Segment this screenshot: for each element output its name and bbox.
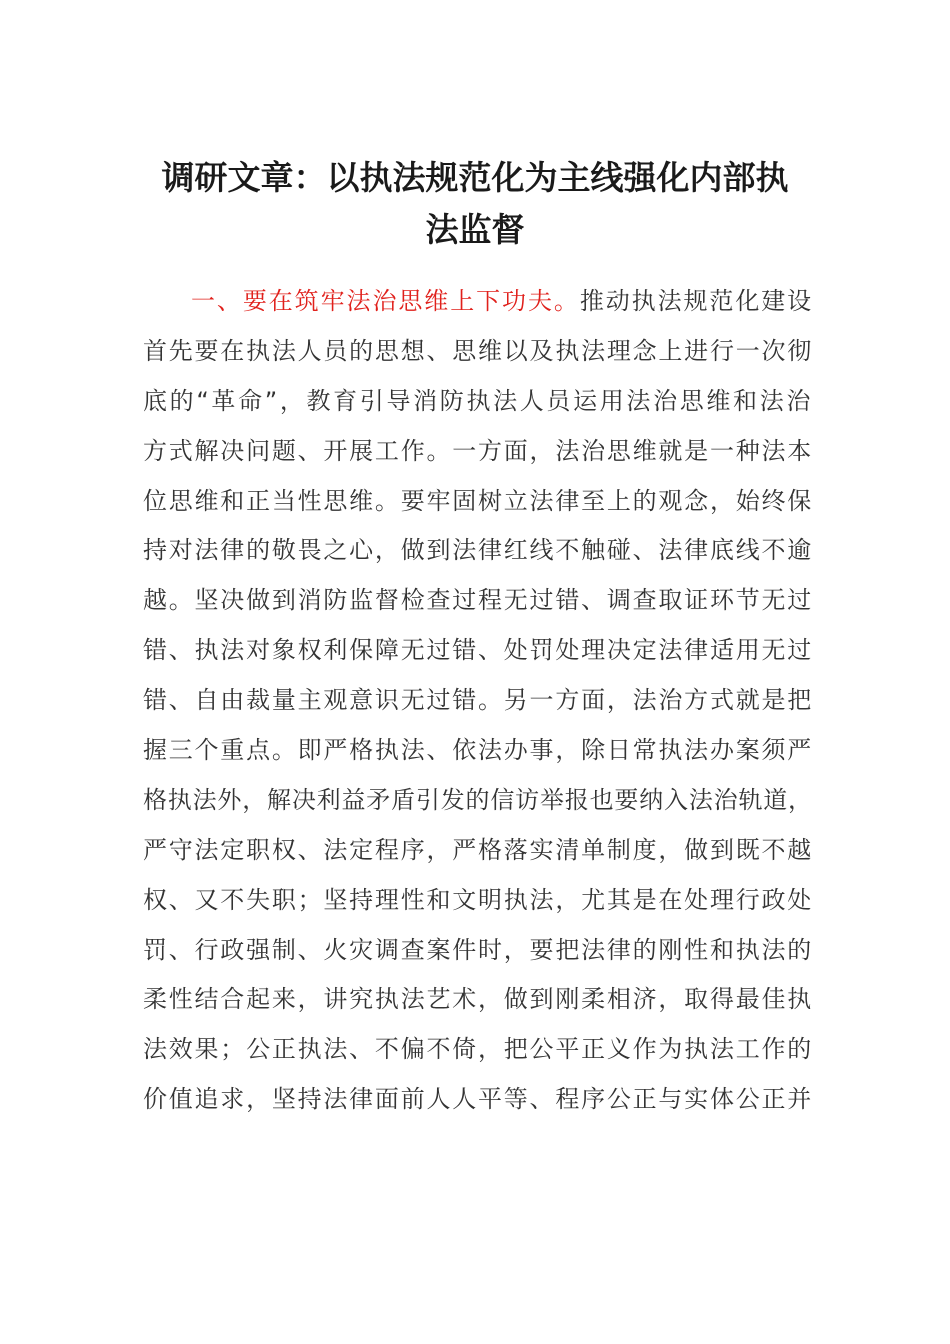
paragraph-line: 价值追求，坚持法律面前人人平等、程序公正与实体公正并	[143, 1085, 814, 1114]
page-title	[140, 152, 810, 256]
paragraph-line: 持对法律的敬畏之心，做到法律红线不触碰、法律底线不逾	[143, 536, 814, 565]
paragraph-line: 错、自由裁量主观意识无过错。另一方面，法治方式就是把	[143, 686, 814, 715]
paragraph-line: 严守法定职权、法定程序，严格落实清单制度，做到既不越	[143, 835, 814, 864]
paragraph-line: 法效果；公正执法、不偏不倚，把公平正义作为执法工作的	[143, 1035, 814, 1064]
paragraph-line: 越。坚决做到消防监督检查过程无过错、调查取证环节无过	[143, 586, 814, 615]
paragraph-line: 柔性结合起来，讲究执法艺术，做到刚柔相济，取得最佳执	[143, 985, 814, 1014]
paragraph-line: 罚、行政强制、火灾调查案件时，要把法律的刚性和执法的	[143, 935, 814, 964]
paragraph-line: 格执法外，解决利益矛盾引发的信访举报也要纳入法治轨道，	[143, 785, 813, 814]
document-body	[143, 277, 813, 1125]
paragraph-line: 握三个重点。即严格执法、依法办事，除日常执法办案须严	[143, 736, 814, 765]
paragraph-line: 底的“革命”，教育引导消防执法人员运用法治思维和法治	[143, 386, 814, 415]
title-line-2: 法监督	[425, 210, 525, 249]
paragraph-line: 方式解决问题、开展工作。一方面，法治思维就是一种法本	[143, 436, 814, 465]
paragraph-line	[143, 277, 813, 327]
paragraph-line: 位思维和正当性思维。要牢固树立法律至上的观念，始终保	[143, 486, 814, 515]
section-heading: 一、要在筑牢法治思维上下功夫。	[191, 287, 580, 315]
paragraph-line: 权、又不失职；坚持理性和文明执法，尤其是在处理行政处	[143, 885, 814, 914]
paragraph-line: 首先要在执法人员的思想、思维以及执法理念上进行一次彻	[143, 336, 814, 365]
paragraph-line: 错、执法对象权利保障无过错、处罚处理决定法律适用无过	[143, 636, 814, 665]
paragraph-text: 推动执法规范化建设	[579, 287, 814, 315]
title-line-1: 调研文章：以执法规范化为主线强化内部执	[161, 158, 789, 197]
